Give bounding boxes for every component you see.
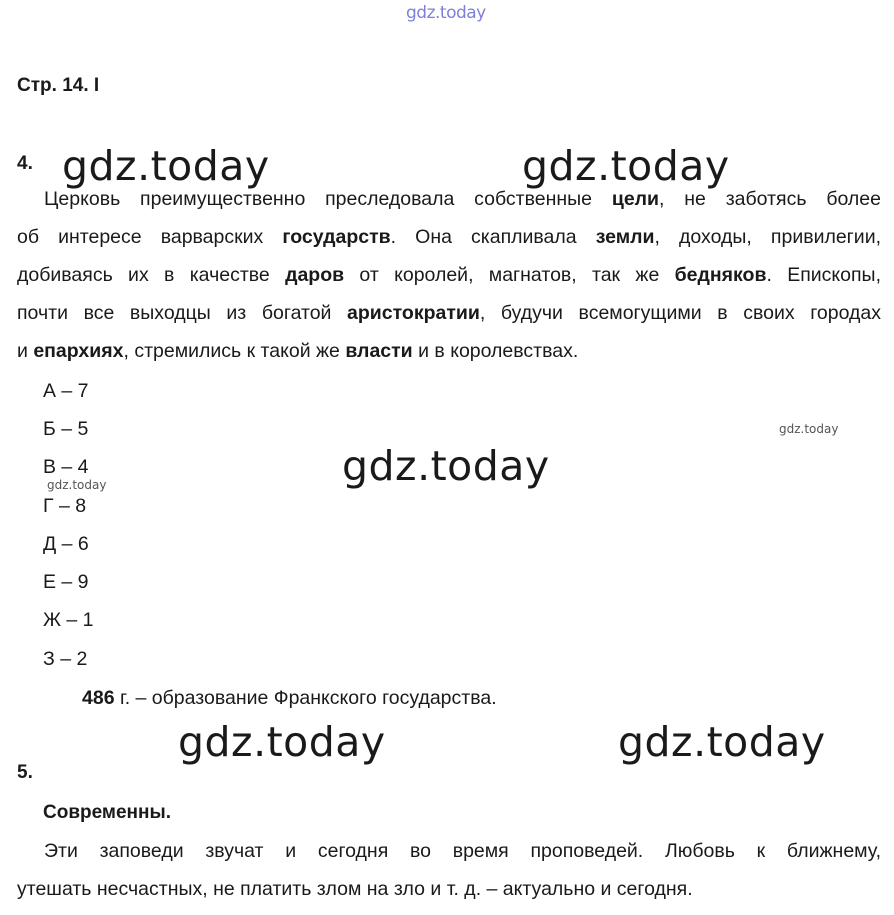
watermark-top: gdz.today [406, 3, 486, 23]
paragraph-line: почти все выходцы из богатой аристократии, будучи всемогущими в своих городах [17, 302, 881, 324]
watermark-big-1: gdz.today [62, 142, 270, 190]
watermark-big-4: gdz.today [178, 718, 386, 766]
answer-item: Е – 9 [43, 571, 89, 593]
task-4-paragraph [17, 180, 881, 370]
task-5-number: 5. [17, 762, 33, 783]
paragraph-line: Церковь преимущественно преследовала собственные цели, не заботясь более [44, 188, 881, 210]
page-heading: Стр. 14. I [17, 75, 100, 96]
paragraph-line: об интересе варварских государств. Она скапливала земли, доходы, привилегии, [17, 226, 882, 248]
answer-item: Ж – 1 [43, 609, 94, 631]
task-4-number: 4. [17, 153, 33, 174]
task-5-subheading: Современны. [43, 802, 172, 823]
answer-item: В – 4 [43, 456, 89, 478]
watermark-big-2: gdz.today [522, 142, 730, 190]
date-line: 486 г. – образование Франкского государства. [82, 687, 497, 709]
paragraph-line: добиваясь их в качестве даров от королей, магнатов, так же бедняков. Епископы, [17, 264, 881, 286]
answer-item: Г – 8 [43, 495, 87, 517]
answer-item: Д – 6 [43, 533, 89, 555]
answer-item: А – 7 [43, 380, 89, 402]
watermark-small-1: gdz.today [779, 422, 839, 436]
watermark-small-2: gdz.today [47, 478, 107, 492]
paragraph-line: утешать несчастных, не платить злом на зло и т. д. – актуально и сегодня. [17, 878, 693, 900]
answer-item: Б – 5 [43, 418, 89, 440]
answer-item: З – 2 [43, 648, 88, 670]
task-5-paragraph [17, 832, 881, 908]
watermark-big-3: gdz.today [342, 442, 550, 490]
paragraph-line: и епархиях, стремились к такой же власти и в королевствах. [17, 340, 579, 362]
paragraph-line: Эти заповеди звучат и сегодня во время проповедей. Любовь к ближнему, [44, 840, 881, 862]
watermark-big-5: gdz.today [618, 718, 826, 766]
